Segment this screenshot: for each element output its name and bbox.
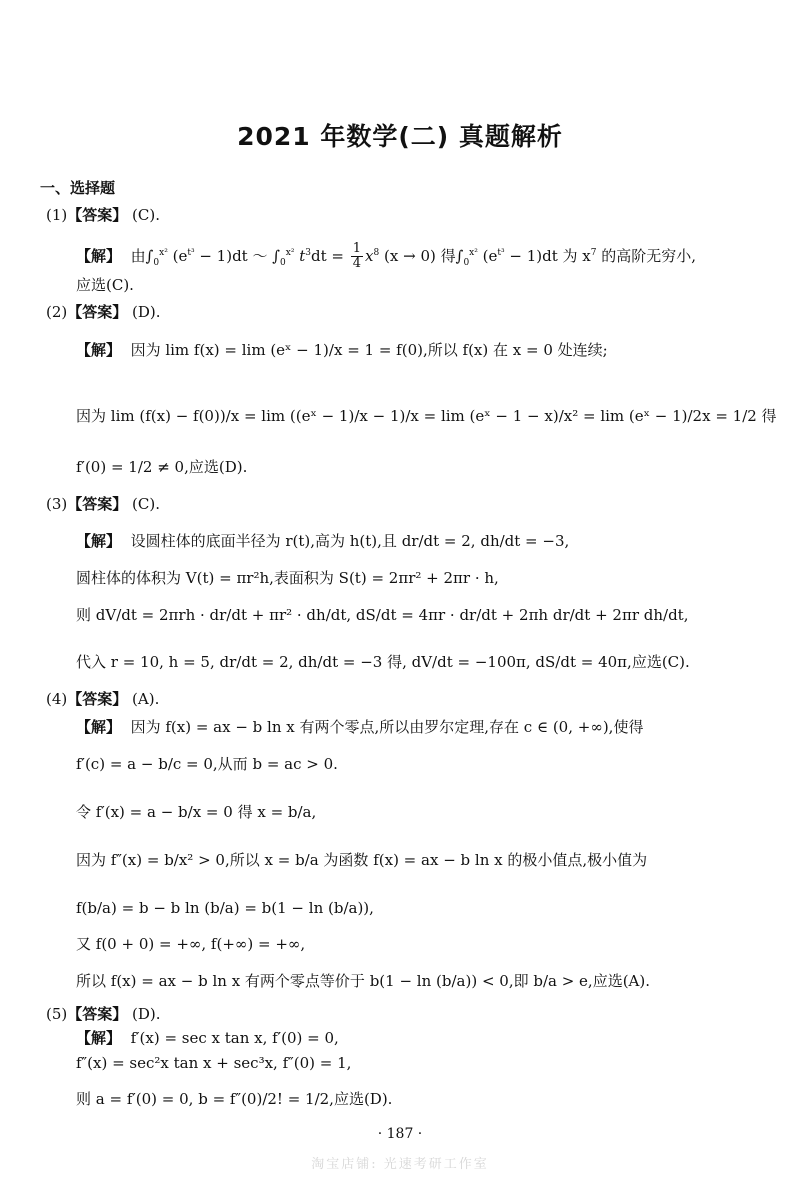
answer-tag: 【答案】 bbox=[67, 690, 128, 708]
math-text: x bbox=[365, 246, 374, 265]
math-text: − 1)dt ～ ∫ bbox=[194, 246, 281, 265]
solution-line: f′(c) = a − b/c = 0,从而 b = ac > 0. bbox=[76, 755, 338, 773]
math-text: f′(x) = sec x tan x, f′(0) = 0, bbox=[130, 1029, 339, 1047]
question-number: (1) bbox=[46, 206, 68, 224]
math-text: dt = bbox=[311, 246, 344, 265]
answer-tag: 【答案】 bbox=[67, 303, 128, 321]
solution-line: f′(0) = 1/2 ≠ 0,应选(D). bbox=[76, 458, 248, 476]
answer-value: (C). bbox=[132, 206, 160, 224]
solution-tag: 【解】 bbox=[76, 718, 122, 736]
answer-value: (D). bbox=[132, 303, 161, 321]
math-text: 因为 lim f(x) = lim (eˣ − 1)/x = 1 = f(0),所以 f(x) 在 x = 0 处连续; bbox=[130, 341, 608, 359]
solution-line: 因为 f″(x) = b/x² > 0,所以 x = b/a 为函数 f(x) = ax − b ln x 的极小值点,极小值为 bbox=[76, 851, 648, 869]
solution-line: 圆柱体的体积为 V(t) = πr²h,表面积为 S(t) = 2πr² + 2πr · h, bbox=[76, 569, 499, 587]
solution-tag: 【解】 bbox=[76, 341, 122, 359]
answer-tag: 【答案】 bbox=[67, 206, 128, 224]
solution-line bbox=[76, 1029, 339, 1047]
watermark: 淘宝店铺: 光速考研工作室 bbox=[311, 1157, 489, 1172]
solution-line: 【解】 由$\int_0^{x^2}$ $(e^{t^3} - 1)dt$ ～ $\int_0^{x^2}$ $t^3dt$ = $\frac{1}{4}$ $x^8$ (x → 0) 得$\int_0^{x^2}$ $(e^{t^3} - 1)dt$ 为 $x^7$ 的高阶无穷小, bbox=[76, 241, 697, 272]
math-text: (e bbox=[172, 246, 188, 265]
question-number: (5) bbox=[46, 1005, 68, 1023]
answer-tag: 【答案】 bbox=[67, 495, 128, 513]
math-text: 因为 f(x) = ax − b ln x 有两个零点,所以由罗尔定理,存在 c ∈ (0, +∞),使得 bbox=[130, 718, 644, 736]
page-number: · 187 · bbox=[377, 1126, 423, 1142]
math-text: 设圆柱体的底面半径为 r(t),高为 h(t),且 dr/dt = 2, dh/dt = −3, bbox=[130, 532, 570, 550]
solution-line: f″(x) = sec²x tan x + sec³x, f″(0) = 1, bbox=[76, 1054, 352, 1072]
question-number: (4) bbox=[46, 690, 68, 708]
solution-line: f(b/a) = b − b ln (b/a) = b(1 − ln (b/a)), bbox=[76, 899, 374, 917]
answer-tag: 【答案】 bbox=[67, 1005, 128, 1023]
solution-tag: 【解】 bbox=[76, 1029, 122, 1047]
fraction: $\frac{1}{4}$ bbox=[352, 241, 362, 272]
solution-line bbox=[76, 341, 608, 359]
solution-line: 又 f(0 + 0) = +∞, f(+∞) = +∞, bbox=[76, 935, 306, 953]
answer-line-5 bbox=[46, 1005, 161, 1023]
solution-line: 则 a = f′(0) = 0, b = f″(0)/2! = 1/2,应选(D). bbox=[76, 1090, 393, 1108]
solution-line: 因为 lim (f(x) − f(0))/x = lim ((eˣ − 1)/x − 1)/x = lim (eˣ − 1 − x)/x² = lim (eˣ − 1)/2x = 1/2 得 bbox=[76, 407, 777, 425]
solution-line: 令 f′(x) = a − b/x = 0 得 x = b/a, bbox=[76, 803, 317, 821]
solution-tag: 【解】 bbox=[76, 532, 122, 550]
answer-line-2 bbox=[46, 303, 161, 321]
answer-line-4 bbox=[46, 690, 159, 708]
solution-tag: 【解】 bbox=[76, 246, 122, 265]
answer-line-1 bbox=[46, 206, 160, 224]
answer-line-3 bbox=[46, 495, 160, 513]
math-text: 的高阶无穷小, bbox=[596, 246, 697, 265]
solution-line: 应选(C). bbox=[76, 276, 134, 294]
solution-line: 所以 f(x) = ax − b ln x 有两个零点等价于 b(1 − ln (b/a)) < 0,即 b/a > e,应选(A). bbox=[76, 972, 651, 990]
answer-value: (A). bbox=[132, 690, 160, 708]
section-heading: 一、选择题 bbox=[40, 179, 116, 197]
solution-line bbox=[76, 718, 643, 736]
math-text: t bbox=[299, 246, 306, 265]
math-text: 由∫ bbox=[130, 246, 154, 265]
math-text: − 1)dt 为 x bbox=[504, 246, 591, 265]
question-number: (3) bbox=[46, 495, 68, 513]
solution-line bbox=[76, 532, 569, 550]
answer-value: (D). bbox=[132, 1005, 161, 1023]
solution-line: 代入 r = 10, h = 5, dr/dt = 2, dh/dt = −3 得, dV/dt = −100π, dS/dt = 40π,应选(C). bbox=[76, 653, 690, 671]
solution-line: 则 dV/dt = 2πrh · dr/dt + πr² · dh/dt, dS/dt = 4πr · dr/dt + 2πh dr/dt + 2πr dh/dt, bbox=[76, 606, 689, 624]
page-title: 2021 年数学(二) 真题解析 bbox=[237, 122, 563, 151]
math-text: (e bbox=[482, 246, 498, 265]
math-text: (x → 0) 得∫ bbox=[384, 246, 464, 265]
question-number: (2) bbox=[46, 303, 68, 321]
answer-value: (C). bbox=[132, 495, 160, 513]
